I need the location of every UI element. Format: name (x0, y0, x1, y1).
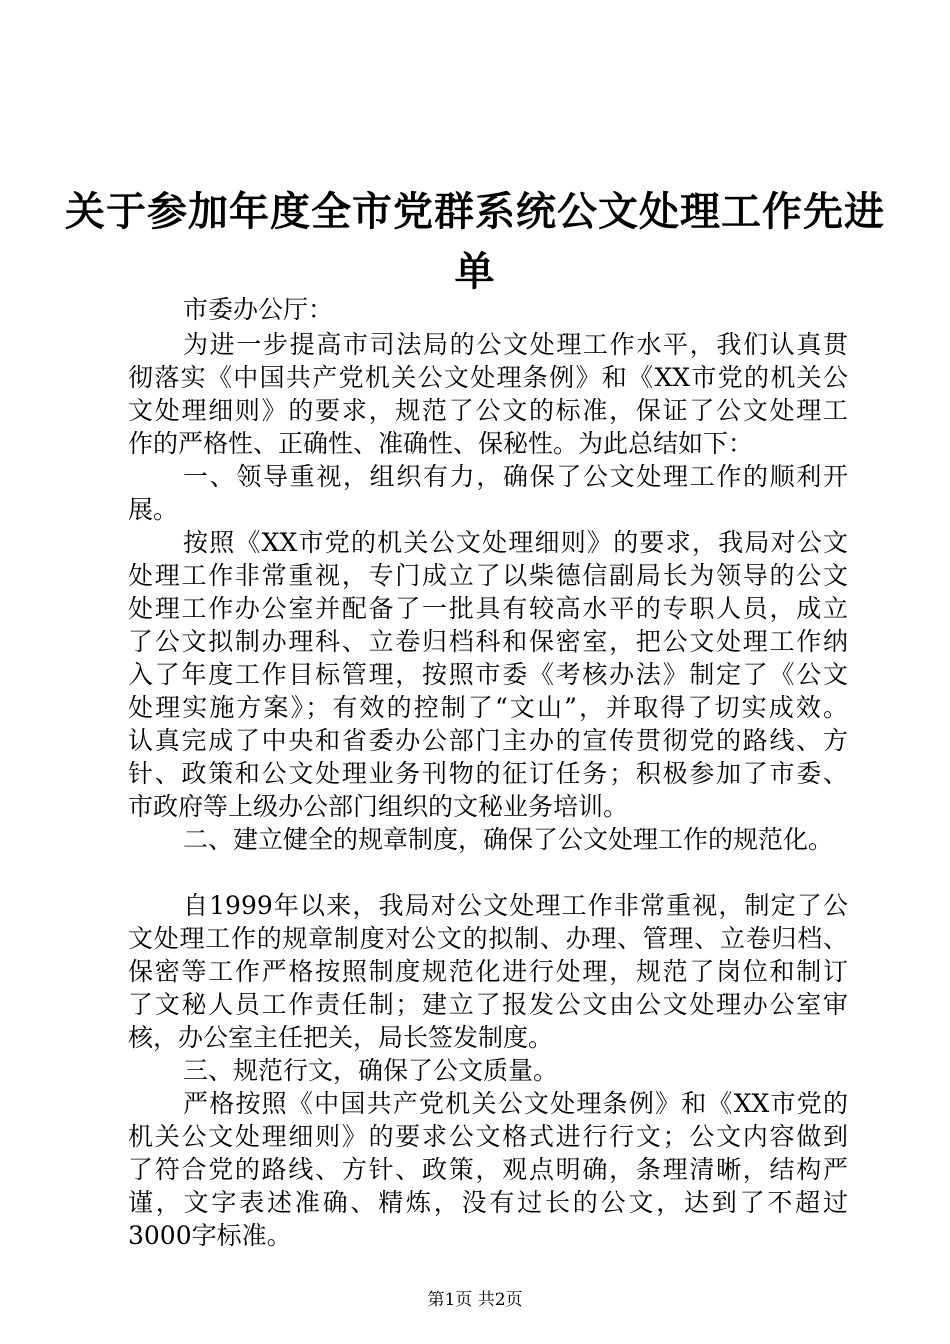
body-line: 入了年度工作目标管理，按照市委《考核办法》制定了《公文 (128, 660, 848, 689)
body-line: 谨，文字表述准确、精炼，没有过长的公文，达到了不超过 (128, 1188, 848, 1217)
body-line: 3000字标准。 (128, 1221, 292, 1250)
body-line: 作的严格性、正确性、准确性、保秘性。为此总结如下： (128, 429, 754, 458)
body-line: 处理工作非常重视，专门成立了以柴德信副局长为领导的公文 (128, 561, 848, 590)
body-line: 文处理细则》的要求，规范了公文的标准，保证了公文处理工 (128, 396, 848, 425)
body-line: 了文秘人员工作责任制；建立了报发公文由公文处理办公室审 (128, 990, 848, 1019)
body-line: 按照《XX市党的机关公文处理细则》的要求，我局对公文 (183, 528, 848, 557)
body-line: 为进一步提高市司法局的公文处理工作水平，我们认真贯 (183, 330, 848, 359)
body-line: 处理实施方案》；有效的控制了“文山”，并取得了切实成效。 (128, 693, 848, 722)
document-title-line-2: 单 (454, 248, 496, 295)
section-heading-2: 二、建立健全的规章制度，确保了公文处理工作的规范化。 (183, 825, 834, 854)
section-heading-1-cont: 展。 (128, 495, 179, 524)
body-line: 文处理工作的规章制度对公文的拟制、办理、管理、立卷归档、 (128, 924, 848, 953)
body-line: 认真完成了中央和省委办公部门主办的宣传贯彻党的路线、方 (128, 726, 848, 755)
section-heading-3: 三、规范行文，确保了公文质量。 (183, 1056, 559, 1085)
body-line: 机关公文处理细则》的要求公文格式进行行文；公文内容做到 (128, 1122, 848, 1151)
body-line: 市政府等上级办公部门组织的文秘业务培训。 (128, 792, 629, 821)
salutation: 市委办公厅： (183, 295, 334, 324)
body-line: 严格按照《中国共产党机关公文处理条例》和《XX市党的 (183, 1089, 848, 1118)
body-line: 保密等工作严格按照制度规范化进行处理，规范了岗位和制订 (128, 957, 848, 986)
body-line: 了符合党的路线、方针、政策，观点明确，条理清晰，结构严 (128, 1155, 848, 1184)
body-line: 处理工作办公室并配备了一批具有较高水平的专职人员，成立 (128, 594, 848, 623)
body-line: 自1999年以来，我局对公文处理工作非常重视，制定了公 (183, 891, 848, 920)
document-title-line-1: 关于参加年度全市党群系统公文处理工作先进 (65, 188, 885, 235)
body-line: 核，办公室主任把关，局长签发制度。 (128, 1023, 554, 1052)
section-heading-1: 一、领导重视，组织有力，确保了公文处理工作的顺利开 (183, 462, 848, 491)
body-line: 针、政策和公文处理业务刊物的征订任务；积极参加了市委、 (128, 759, 848, 788)
body-line: 了公文拟制办理科、立卷归档科和保密室，把公文处理工作纳 (128, 627, 848, 656)
body-line: 彻落实《中国共产党机关公文处理条例》和《XX市党的机关公 (128, 363, 848, 392)
page-footer: 第1页 共2页 (427, 1290, 523, 1310)
